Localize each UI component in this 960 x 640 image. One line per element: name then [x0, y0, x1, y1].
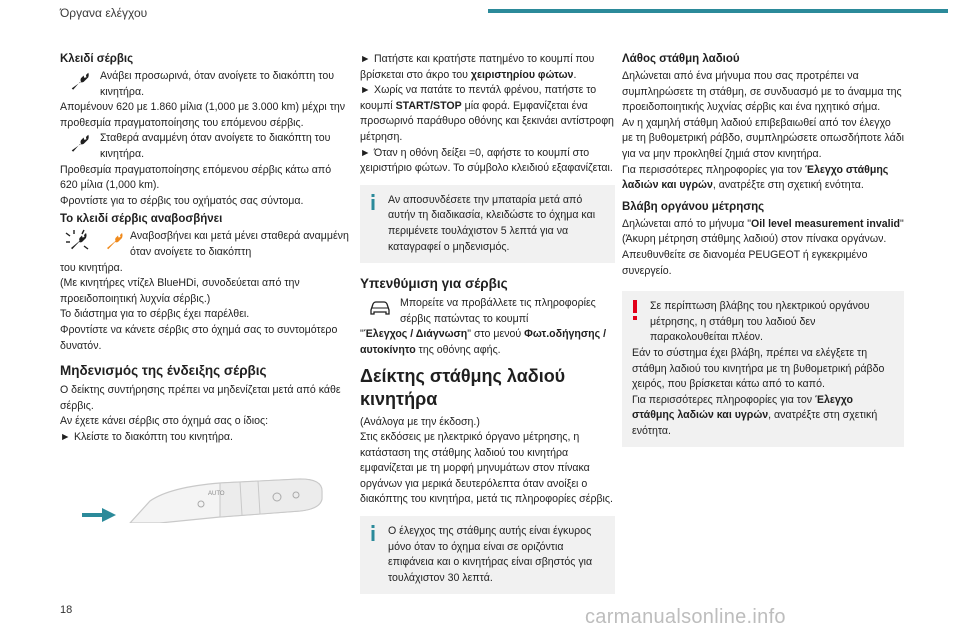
text-p8: (Με κινητήρες ντίζελ BlueHDi, συνοδεύεται από την προειδοποιητική λυχνία σέρβις.): [60, 277, 300, 305]
start-stop-term: START/STOP: [395, 99, 462, 112]
service-key-steady: [60, 131, 350, 162]
text-o2: Στις εκδόσεις με ηλεκτρικό όργανο μέτρησης, η κατάσταση της στάθμης λαδιού του κινητήρα εμφανίζεται με τη μορφή μηνυμάτων στον πίνακα οργάνων για μερικά δευτερόλεπτα όταν ανοίξει ο διακόπτης του κινητήρα, μετά τις πληροφορίες σέρβις.: [360, 431, 613, 506]
text-r2: [360, 327, 615, 358]
arrow-right-icon: ►: [360, 84, 371, 97]
r2-mid: " στο μενού: [467, 328, 525, 341]
text-p9: Το διάστημα για το σέρβις έχει παρέλθει.: [60, 308, 250, 321]
header-accent-bar: [488, 9, 948, 13]
menu-term: Φωτ.οδήγησης / αυτοκίνητο: [360, 328, 607, 356]
heading-oil-level: Δείκτης στάθμης λαδιού κινητήρα: [360, 365, 566, 409]
text-r1: Μπορείτε να προβάλλετε τις πληροφορίες σέρβις πατώντας το κουμπί: [400, 297, 596, 325]
wrench-blinking-icon: [60, 229, 130, 253]
arrow-right-icon: ►: [360, 53, 371, 65]
service-key-blinking: [60, 229, 350, 260]
info-icon: [369, 525, 377, 547]
step-2: [360, 52, 615, 83]
note-oil-text: Ο έλεγχος της στάθμης αυτής είναι έγκυρος μόνο όταν το όχημα είναι σε οριζόντια επιφάνεια και ο κινητήρας είναι σβηστός για τουλάχιστον 30 λεπτά.: [388, 525, 593, 584]
heading-reminder: Υπενθύμιση για σέρβις: [360, 276, 508, 292]
w3-end: , ανατρέξτε στη σχετική ενότητα.: [632, 409, 878, 437]
car-icon: [360, 296, 400, 320]
text-p4: Προθεσμία πραγματοποίησης επόμενου σέρβις κάτω από 620 μίλια (1,000 km).: [60, 163, 332, 192]
text-f2: Απευθυνθείτε σε διανομέα PEUGEOT ή εγκεκριμένο συνεργείο.: [622, 248, 868, 277]
warning-text-1: Σε περίπτωση βλάβης του ηλεκτρικού οργάνου μέτρησης, η στάθμη του λαδιού δεν παρακολουθείται πλέον.: [650, 300, 870, 344]
text-p10: Φροντίστε να κάνετε σέρβις στο όχημά σας το συντομότερο δυνατόν.: [60, 323, 338, 352]
step-3: [360, 83, 615, 145]
text-p1: Ανάβει προσωρινά, όταν ανοίγετε το διακόπτη του κινητήρα.: [100, 70, 335, 98]
quote-open: ": [360, 328, 364, 341]
f1-start: Δηλώνεται από το μήνυμα ": [622, 217, 752, 230]
step-3-end: μία φορά. Εμφανίζεται ένα προσωρινό παράθυρο οθόνης και ξεκινάει αντίστροφη μέτρηση.: [360, 99, 614, 143]
warning-text-3: [632, 393, 894, 440]
step-1-text: Κλείστε το διακόπτη του κινητήρα.: [74, 430, 233, 443]
w3-start: Για περισσότερες πληροφορίες για τον: [632, 393, 815, 406]
text-p7: του κινητήρα.: [60, 261, 123, 274]
text-f1: [622, 217, 904, 248]
step-1: [60, 430, 350, 446]
heading-blinking: Το κλειδί σέρβις αναβοσβήνει: [60, 213, 223, 226]
running-header: Όργανα ελέγχου: [60, 6, 148, 20]
r2-end: της οθόνης αφής.: [415, 343, 501, 356]
text-e3: [622, 163, 904, 194]
arrow-right-icon: [82, 508, 116, 522]
column-2: [360, 52, 615, 602]
warning-text-2: Εάν το σύστημα έχει βλάβη, πρέπει να ελέγξετε τη στάθμη λαδιού του κινητήρα με τη βυθομετρική ράβδο χειρός, που βρίσκεται κάτω από το καπό.: [632, 346, 885, 391]
text-p3: Σταθερά αναμμένη όταν ανοίγετε το διακόπτη του κινητήρα.: [100, 132, 331, 160]
column-3: [622, 52, 904, 455]
wrench-icon: [60, 131, 100, 155]
info-note-oil: [360, 516, 615, 594]
oil-check-term: Έλεγχο στάθμης λαδιών και υγρών: [622, 163, 889, 192]
heading-gauge-fault: Βλάβη οργάνου μέτρησης: [622, 200, 765, 213]
arrow-right-icon: ►: [360, 146, 371, 159]
info-icon: [369, 194, 377, 216]
arrow-right-icon: ►: [60, 430, 71, 443]
text-p6: Αναβοσβήνει και μετά μένει σταθερά αναμμένη όταν ανοίγετε το διακόπτη: [130, 230, 349, 258]
page-number: 18: [60, 604, 73, 616]
oil-check-term: Έλεγχο στάθμης λαδιών και υγρών: [632, 393, 853, 422]
heading-oil-error: Λάθος στάθμη λαδιού: [622, 53, 740, 65]
f1-end: " (Άκυρη μέτρηση στάθμης λαδιού) στον πίνακα οργάνων.: [622, 217, 904, 246]
e3-start: Για περισσότερες πληροφορίες για τον: [622, 163, 805, 176]
info-note-battery: [360, 185, 615, 263]
stalk-label: AUTO: [208, 491, 225, 498]
note-battery-text: Αν αποσυνδέσετε την μπαταρία μετά από αυτήν τη διαδικασία, κλειδώστε το όχημα και περιμένετε τουλάχιστον 5 λεπτά για να καταγραφεί ο μηδενισμός.: [388, 193, 596, 253]
message-term: Oil level measurement invalid: [751, 217, 900, 230]
e3-end: , ανατρέξτε στη σχετική ενότητα.: [712, 179, 864, 192]
wrench-icon: [60, 69, 100, 93]
text-p12: Αν έχετε κάνει σέρβις στο όχημά σας ο ίδιος:: [60, 415, 269, 428]
text-p5: Φροντίστε για το σέρβις του οχήματός σας σύντομα.: [60, 194, 304, 207]
warning-icon: [631, 300, 639, 326]
step-2-text: Πατήστε και κρατήστε πατημένο το κουμπί που βρίσκεται στο άκρο του: [360, 53, 595, 81]
step-2-end: .: [573, 68, 577, 81]
column-1: [60, 52, 350, 529]
text-p11: Ο δείκτης συντήρησης πρέπει να μηδενίζεται μετά από κάθε σέρβις.: [60, 384, 341, 412]
check-diagnosis-term: Έλεγχος / Διάγνωση: [363, 328, 468, 341]
reminder-row: [360, 296, 615, 327]
watermark: carmanualsonline.info: [585, 606, 786, 628]
text-o1: (Ανάλογα με την έκδοση.): [360, 415, 480, 428]
lighting-control-term: χειριστηρίου φώτων: [470, 68, 574, 81]
heading-service-key: Κλειδί σέρβις: [60, 53, 134, 65]
text-e1: Δηλώνεται από ένα μήνυμα που σας προτρέπει να συμπληρώσετε τη στάθμη, σε συνδυασμό με το άναμμα της προειδοποιητικής λυχνίας σέρβις και ένα ηχητικό σήμα.: [622, 70, 902, 114]
light-stalk-illustration: [60, 453, 350, 529]
service-key-temporary: [60, 69, 350, 100]
heading-reset: Μηδενισμός της ένδειξης σέρβις: [60, 363, 267, 379]
text-p2: Απομένουν 620 με 1.860 μίλια (1,000 με 3.000 km) μέχρι την προθεσμία πραγματοποίησης του επόμενου σέρβις.: [60, 101, 346, 129]
step-3-text: Χωρίς να πατάτε το πεντάλ φρένου, πατήστε το κουμπί: [360, 84, 597, 112]
text-e2: Αν η χαμηλή στάθμη λαδιού επιβεβαιωθεί από τον έλεγχο με τη βυθομετρική ράβδο, συμπληρώσετε οπωσδήποτε λάδι για να μην προκληθεί ζημιά στον κινητήρα.: [622, 116, 905, 160]
step-4: [360, 146, 615, 177]
warning-note-gauge: [622, 291, 904, 447]
step-4-text: Όταν η οθόνη δείξει =0, αφήστε το κουμπί στο χειριστήριο φώτων. Το σύμβολο κλειδιού εξαφανίζεται.: [360, 146, 613, 175]
